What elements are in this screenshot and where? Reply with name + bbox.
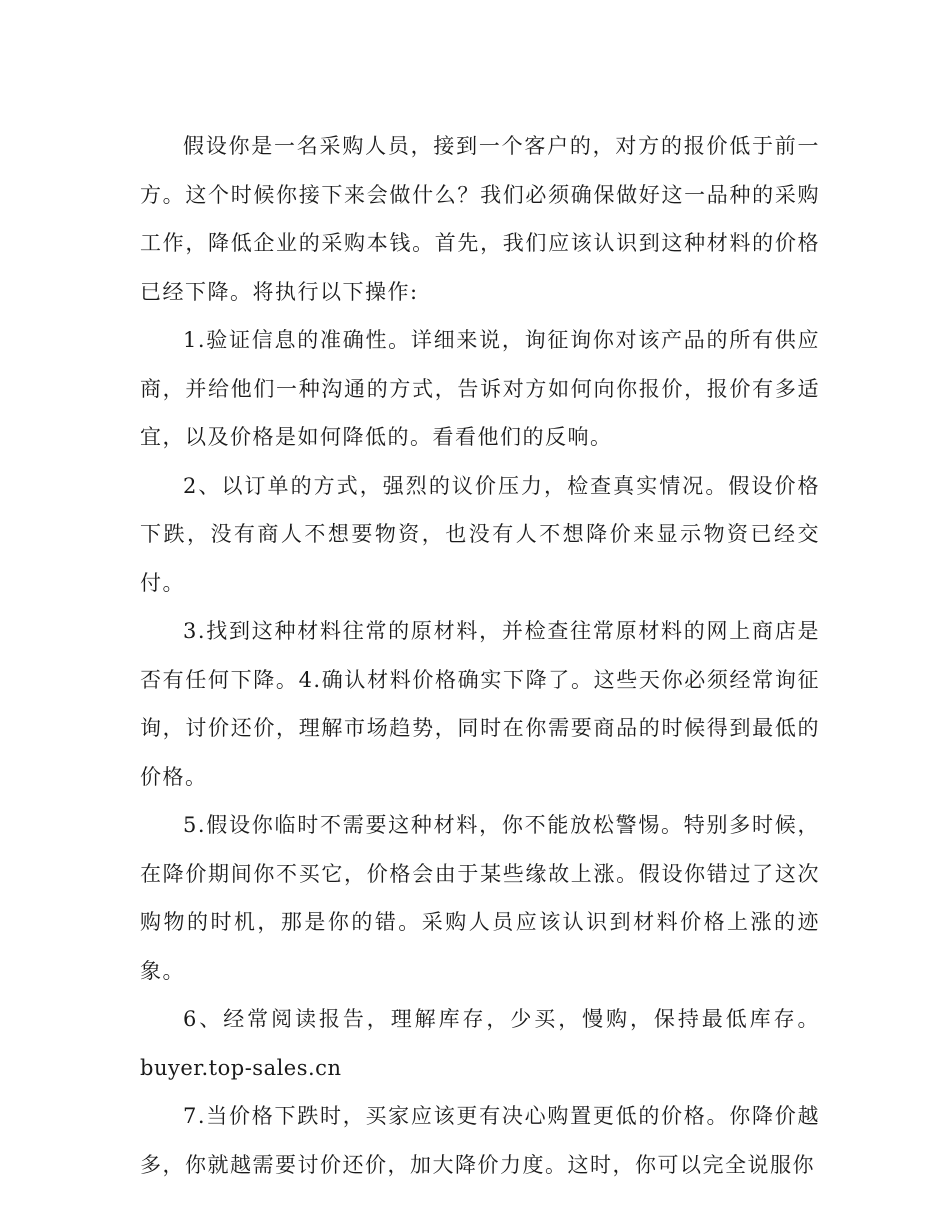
paragraph-step-7: 7.当价格下跌时，买家应该更有决心购置更低的价格。你降价越多，你就越需要讨价还价，加大降价力度。这时，你可以完全说服你: [140, 1104, 820, 1177]
paragraph-step-5: 5.假设你临时不需要这种材料，你不能放松警惕。特别多时候，在降价期间你不买它，价格会由于某些缘故上涨。假设你错过了这次购物的时机，那是你的错。采购人员应该认识到材料价格上涨的迹象。: [140, 813, 820, 983]
paragraph-intro: 假设你是一名采购人员，接到一个客户的，对方的报价低于前一方。这个时候你接下来会做什么？我们必须确保做好这一品种的采购工作，降低企业的采购本钱。首先，我们应该认识到这种材料的价格已经下降。将执行以下操作:: [140, 134, 820, 304]
paragraph-step-3-4: 3.找到这种材料往常的原材料，并检查往常原材料的网上商店是否有任何下降。4.确认材料价格确实下降了。这些天你必须经常询征询，讨价还价，理解市场趋势，同时在你需要商品的时候得到最低的价格。: [140, 619, 820, 789]
paragraph-step-1: 1.验证信息的准确性。详细来说，询征询你对该产品的所有供应商，并给他们一种沟通的方式，告诉对方如何向你报价，报价有多适宜，以及价格是如何降低的。看看他们的反响。: [140, 328, 820, 449]
document-body: [140, 122, 820, 1189]
paragraph-step-2: 2、以订单的方式，强烈的议价压力，检查真实情况。假设价格下跌，没有商人不想要物资，也没有人不想降价来显示物资已经交付。: [140, 473, 820, 595]
paragraph-step-6: 6、经常阅读报告，理解库存，少买，慢购，保持最低库存。: [183, 1007, 820, 1031]
source-url-text: buyer.top-sales.cn: [140, 1055, 342, 1080]
